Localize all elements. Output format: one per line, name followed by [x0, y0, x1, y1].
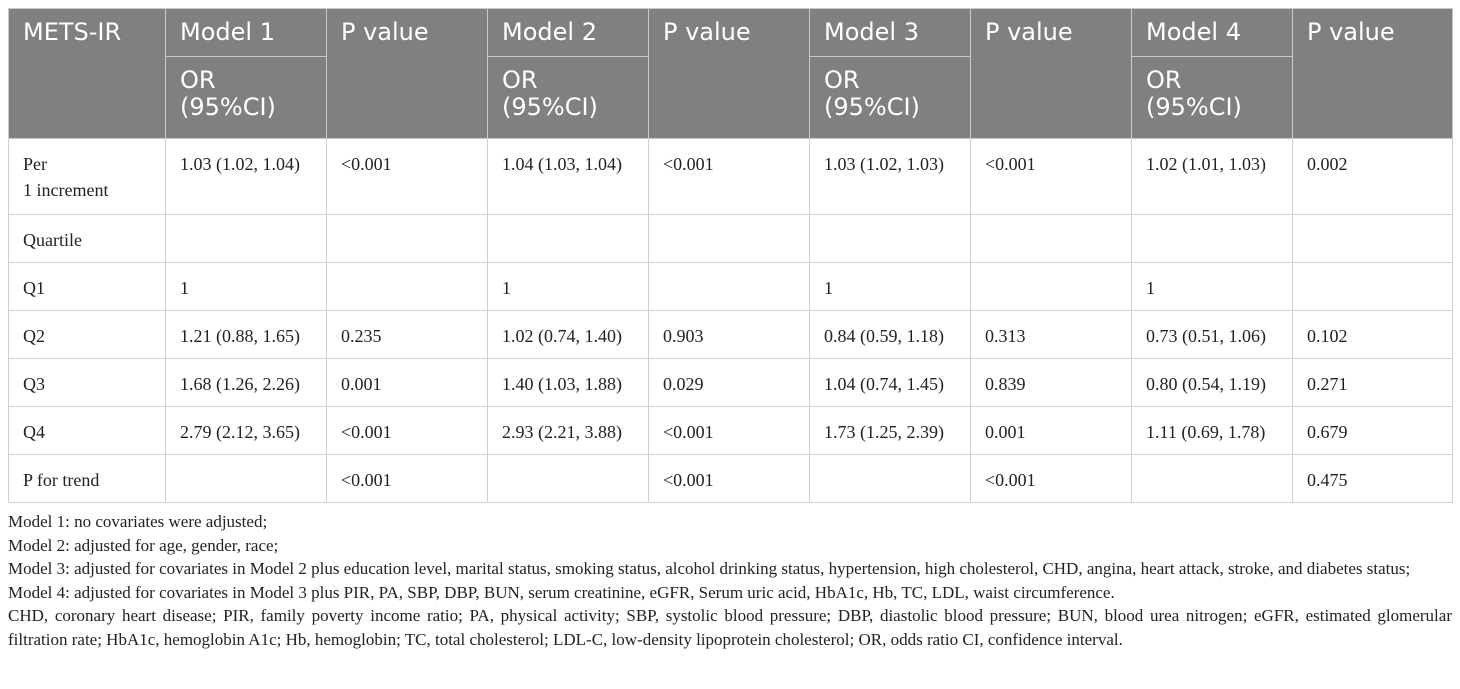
table-cell: 1.21 (0.88, 1.65)	[166, 311, 327, 359]
or-label: OR	[180, 66, 216, 94]
table-cell: 1.03 (1.02, 1.04)	[166, 139, 327, 215]
table-row	[9, 311, 1453, 359]
subheader-or-2	[488, 57, 649, 139]
header-mets-ir: METS-IR	[9, 9, 166, 139]
table-cell: 0.271	[1293, 359, 1453, 407]
row-label: P for trend	[9, 455, 166, 503]
table-footnotes	[8, 510, 1452, 651]
table-cell: 1	[1132, 263, 1293, 311]
table-cell: 0.84 (0.59, 1.18)	[810, 311, 971, 359]
table-figure	[8, 8, 1452, 651]
table-cell	[649, 215, 810, 263]
ci-label: (95%CI)	[824, 93, 920, 121]
table-cell	[327, 263, 488, 311]
table-cell: <0.001	[327, 455, 488, 503]
header-p-value-3: P value	[971, 9, 1132, 139]
table-row	[9, 215, 1453, 263]
row-label: Q3	[9, 359, 166, 407]
table-cell: 0.313	[971, 311, 1132, 359]
table-cell	[1132, 215, 1293, 263]
table-cell: 0.235	[327, 311, 488, 359]
or-label: OR	[824, 66, 860, 94]
table-cell: <0.001	[971, 139, 1132, 215]
row-label-line: 1 increment	[23, 180, 109, 200]
table-row	[9, 139, 1453, 215]
table-cell	[166, 455, 327, 503]
footnote-model-4: Model 4: adjusted for covariates in Model 3 plus PIR, PA, SBP, DBP, BUN, serum creatinine, eGFR, Serum uric acid, HbA1c, Hb, TC, LDL, waist circumference.	[8, 582, 1115, 602]
table-cell	[1293, 263, 1453, 311]
table-cell: 1.68 (1.26, 2.26)	[166, 359, 327, 407]
table-cell	[1132, 455, 1293, 503]
table-cell: <0.001	[971, 455, 1132, 503]
table-cell: 1.73 (1.25, 2.39)	[810, 407, 971, 455]
table-cell: <0.001	[327, 139, 488, 215]
table-cell: 1.03 (1.02, 1.03)	[810, 139, 971, 215]
row-label: Q1	[9, 263, 166, 311]
subheader-or-1	[166, 57, 327, 139]
header-model-4: Model 4	[1132, 9, 1293, 57]
table-cell: <0.001	[649, 139, 810, 215]
header-model-1: Model 1	[166, 9, 327, 57]
table-row	[9, 263, 1453, 311]
table-cell: <0.001	[327, 407, 488, 455]
table-cell: 1.40 (1.03, 1.88)	[488, 359, 649, 407]
table-cell	[488, 455, 649, 503]
footnote-model-3: Model 3: adjusted for covariates in Model 2 plus education level, marital status, smoking status, alcohol drinking status, hypertension, high cholesterol, CHD, angina, heart attack, stroke, and diabetes status;	[8, 559, 1411, 578]
table-cell: 1.02 (0.74, 1.40)	[488, 311, 649, 359]
table-cell	[1293, 215, 1453, 263]
results-table	[8, 8, 1453, 503]
table-cell: 2.79 (2.12, 3.65)	[166, 407, 327, 455]
table-cell	[488, 215, 649, 263]
table-cell: 1.04 (0.74, 1.45)	[810, 359, 971, 407]
footnote-model-1: Model 1: no covariates were adjusted;	[8, 512, 268, 531]
table-cell	[971, 215, 1132, 263]
table-cell: 1	[488, 263, 649, 311]
table-cell: 0.029	[649, 359, 810, 407]
row-label	[9, 139, 166, 215]
header-model-2: Model 2	[488, 9, 649, 57]
subheader-or-3	[810, 57, 971, 139]
table-cell: 0.73 (0.51, 1.06)	[1132, 311, 1293, 359]
table-cell: <0.001	[649, 455, 810, 503]
header-model-3: Model 3	[810, 9, 971, 57]
table-cell	[166, 215, 327, 263]
or-label: OR	[1146, 66, 1182, 94]
table-row	[9, 359, 1453, 407]
row-label: Q2	[9, 311, 166, 359]
ci-label: (95%CI)	[1146, 93, 1242, 121]
table-cell: 0.102	[1293, 311, 1453, 359]
table-cell: 0.001	[327, 359, 488, 407]
table-cell: 0.001	[971, 407, 1132, 455]
table-cell: 0.679	[1293, 407, 1453, 455]
row-label: Q4	[9, 407, 166, 455]
header-p-value-1: P value	[327, 9, 488, 139]
table-row	[9, 407, 1453, 455]
table-cell: 1.02 (1.01, 1.03)	[1132, 139, 1293, 215]
table-cell	[810, 455, 971, 503]
table-cell: 1.04 (1.03, 1.04)	[488, 139, 649, 215]
header-p-value-4: P value	[1293, 9, 1453, 139]
table-cell	[327, 215, 488, 263]
subheader-or-4	[1132, 57, 1293, 139]
table-cell: 0.80 (0.54, 1.19)	[1132, 359, 1293, 407]
ci-label: (95%CI)	[502, 93, 598, 121]
row-label: Quartile	[9, 215, 166, 263]
row-label-line: Per	[23, 154, 47, 174]
header-p-value-2: P value	[649, 9, 810, 139]
ci-label: (95%CI)	[180, 93, 276, 121]
footnote-model-2: Model 2: adjusted for age, gender, race;	[8, 535, 279, 555]
table-cell: 0.839	[971, 359, 1132, 407]
table-cell: 0.475	[1293, 455, 1453, 503]
table-cell: 0.903	[649, 311, 810, 359]
table-cell: 2.93 (2.21, 3.88)	[488, 407, 649, 455]
table-cell: 1	[810, 263, 971, 311]
or-label: OR	[502, 66, 538, 94]
table-cell: 1.11 (0.69, 1.78)	[1132, 407, 1293, 455]
table-cell	[971, 263, 1132, 311]
table-cell: 1	[166, 263, 327, 311]
footnote-abbreviations: CHD, coronary heart disease; PIR, family poverty income ratio; PA, physical activity; SBP, systolic blood pressure; DBP, diastolic blood pressure; BUN, blood urea nitrogen; eGFR, estimated glomerular filtration rate; HbA1c, hemoglobin A1c; Hb, hemoglobin; TC, total cholesterol; LDL-C, low-density lipoprotein cholesterol; OR, odds ratio CI, confidence interval.	[8, 606, 1452, 649]
header-row	[9, 9, 1453, 57]
table-cell	[649, 263, 810, 311]
table-cell	[810, 215, 971, 263]
table-row	[9, 455, 1453, 503]
table-cell: <0.001	[649, 407, 810, 455]
table-cell: 0.002	[1293, 139, 1453, 215]
